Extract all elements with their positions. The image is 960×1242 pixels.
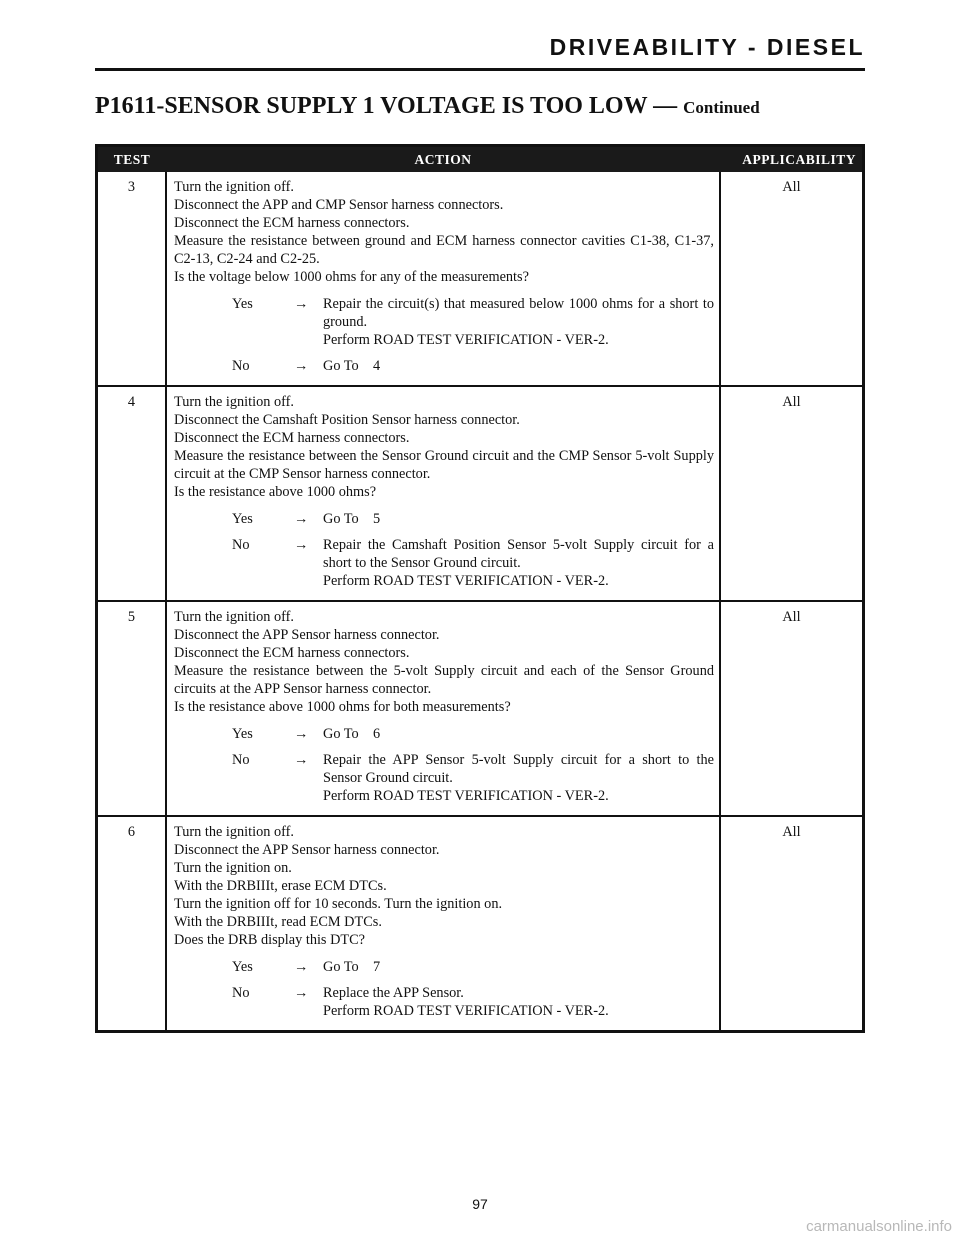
column-header-test: TEST	[97, 146, 167, 173]
result-instructions	[323, 510, 714, 528]
action-step: Disconnect the Camshaft Position Sensor harness connector.	[174, 412, 520, 428]
result-branch-yes	[174, 958, 714, 976]
action-step: Disconnect the APP Sensor harness connector.	[174, 627, 440, 643]
result-label: Yes	[232, 726, 253, 742]
action-step: Disconnect the APP Sensor harness connector.	[174, 842, 440, 858]
result-instructions	[323, 357, 714, 375]
result-branches	[174, 958, 714, 1020]
result-instruction-line: Go To 5	[323, 511, 381, 527]
action-step: Turn the ignition off for 10 seconds. Turn the ignition on.	[174, 896, 503, 912]
table-row	[97, 172, 864, 386]
action-step: Disconnect the ECM harness connectors.	[174, 645, 410, 661]
table-body	[97, 172, 864, 1032]
applicability-cell: All	[720, 816, 864, 1032]
result-branch-yes	[174, 725, 714, 743]
result-label: No	[232, 985, 250, 1001]
arrow-right-icon: →	[294, 959, 309, 975]
action-cell	[166, 172, 720, 386]
action-step: Turn the ignition on.	[174, 860, 292, 876]
action-cell	[166, 816, 720, 1032]
result-label: No	[232, 358, 250, 374]
action-step: Turn the ignition off.	[174, 394, 294, 410]
action-step: Turn the ignition off.	[174, 179, 294, 195]
arrow-right-icon: →	[294, 752, 309, 768]
action-step: With the DRBIIIt, read ECM DTCs.	[174, 914, 382, 930]
test-number: 6	[97, 816, 167, 1032]
action-step: Does the DRB display this DTC?	[174, 932, 366, 948]
result-instruction-line: Go To 6	[323, 726, 381, 742]
result-instructions	[323, 984, 714, 1020]
result-instructions	[323, 751, 718, 805]
result-instruction-line: Repair the Camshaft Position Sensor 5-volt Supply circuit for a short to the Sensor Ground circuit.	[323, 537, 718, 571]
arrow-right-icon: →	[294, 537, 309, 553]
result-label: Yes	[232, 296, 253, 312]
result-branch-yes	[174, 295, 718, 349]
diagnostic-procedure-table	[95, 144, 865, 1033]
test-number: 4	[97, 386, 167, 601]
test-number: 5	[97, 601, 167, 816]
result-instruction-line: Go To 7	[323, 959, 381, 975]
table-row	[97, 816, 864, 1032]
arrow-right-icon: →	[294, 358, 309, 374]
action-step: Disconnect the ECM harness connectors.	[174, 430, 410, 446]
action-cell	[166, 386, 720, 601]
table-row	[97, 601, 864, 816]
result-instruction-line: Perform ROAD TEST VERIFICATION - VER-2.	[323, 573, 609, 589]
result-branches	[174, 725, 718, 805]
action-step: Turn the ignition off.	[174, 609, 294, 625]
arrow-right-icon: →	[294, 296, 309, 312]
action-step: Is the resistance above 1000 ohms?	[174, 484, 377, 500]
section-header: DRIVEABILITY - DIESEL	[549, 34, 865, 60]
result-branch-no	[174, 984, 714, 1020]
action-step: Disconnect the APP and CMP Sensor harness connectors.	[174, 197, 504, 213]
page-title	[95, 93, 760, 120]
result-label: Yes	[232, 511, 253, 527]
result-instructions	[323, 958, 714, 976]
action-step: Measure the resistance between ground and ECM harness connector cavities C1-38, C1-37, C2-13, C2-24 and C2-25.	[174, 233, 714, 267]
page-title-main: P1611-SENSOR SUPPLY 1 VOLTAGE IS TOO LOW —	[95, 93, 684, 119]
page-number: 97	[472, 1196, 488, 1212]
result-label: No	[232, 537, 250, 553]
test-number: 3	[97, 172, 167, 386]
result-branch-yes	[174, 510, 714, 528]
watermark: carmanualsonline.info	[806, 1218, 952, 1235]
result-branches	[174, 295, 718, 375]
table-row	[97, 386, 864, 601]
column-header-action: ACTION	[166, 146, 720, 173]
action-step: Disconnect the ECM harness connectors.	[174, 215, 410, 231]
result-branches	[174, 510, 718, 590]
result-instruction-line: Replace the APP Sensor.	[323, 985, 464, 1001]
result-branch-no	[174, 357, 714, 375]
result-label: Yes	[232, 959, 253, 975]
action-cell	[166, 601, 720, 816]
applicability-cell: All	[720, 601, 864, 816]
result-instruction-line: Perform ROAD TEST VERIFICATION - VER-2.	[323, 788, 609, 804]
header-divider	[95, 68, 865, 71]
result-branch-no	[174, 751, 718, 805]
page-title-continued: Continued	[683, 98, 760, 117]
action-step: Measure the resistance between the 5-volt Supply circuit and each of the Sensor Ground circuits at the APP Sensor harness connector.	[174, 663, 714, 697]
arrow-right-icon: →	[294, 511, 309, 527]
action-step: Turn the ignition off.	[174, 824, 294, 840]
arrow-right-icon: →	[294, 985, 309, 1001]
column-header-applicability: APPLICABILITY	[720, 146, 864, 173]
action-step: With the DRBIIIt, erase ECM DTCs.	[174, 878, 387, 894]
result-label: No	[232, 752, 250, 768]
action-step: Measure the resistance between the Sensor Ground circuit and the CMP Sensor 5-volt Supply circuit at the CMP Sensor harness connector.	[174, 448, 714, 482]
result-instruction-line: Repair the APP Sensor 5-volt Supply circuit for a short to the Sensor Ground circuit.	[323, 752, 718, 786]
result-branch-no	[174, 536, 718, 590]
result-instructions	[323, 536, 718, 590]
result-instruction-line: Perform ROAD TEST VERIFICATION - VER-2.	[323, 332, 609, 348]
result-instruction-line: Repair the circuit(s) that measured below 1000 ohms for a short to ground.	[323, 296, 718, 330]
action-step: Is the voltage below 1000 ohms for any of the measurements?	[174, 269, 529, 285]
table-header-row	[97, 146, 864, 173]
result-instructions	[323, 725, 714, 743]
action-step: Is the resistance above 1000 ohms for both measurements?	[174, 699, 511, 715]
result-instruction-line: Go To 4	[323, 358, 381, 374]
result-instruction-line: Perform ROAD TEST VERIFICATION - VER-2.	[323, 1003, 609, 1019]
applicability-cell: All	[720, 172, 864, 386]
arrow-right-icon: →	[294, 726, 309, 742]
applicability-cell: All	[720, 386, 864, 601]
result-instructions	[323, 295, 718, 349]
